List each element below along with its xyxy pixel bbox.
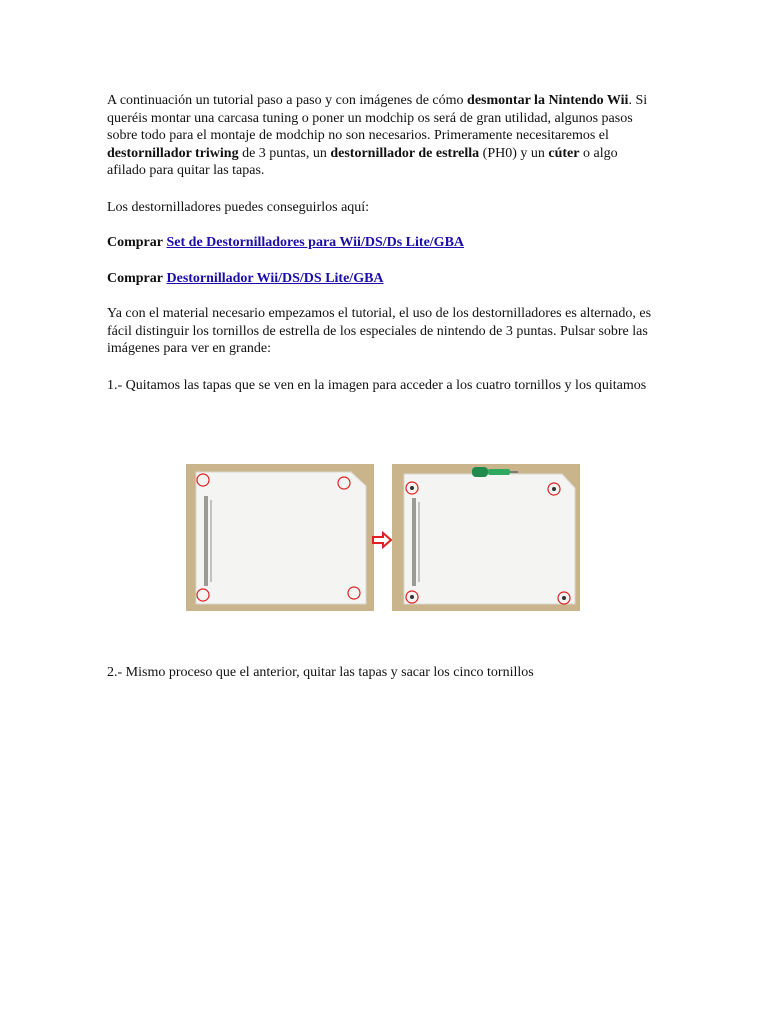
right-arrow-icon bbox=[372, 530, 392, 550]
intro-bold-1: desmontar la Nintendo Wii bbox=[467, 93, 629, 108]
buy-link-paragraph-2 bbox=[107, 270, 655, 288]
buy-prefix-1: Comprar bbox=[107, 235, 163, 250]
buy-prefix-2: Comprar bbox=[107, 271, 163, 286]
intro-text-1: A continuación un tutorial paso a paso y con imágenes de cómo bbox=[107, 93, 468, 108]
step-2-paragraph: 2.- Mismo proceso que el anterior, quitar las tapas y sacar los cinco tornillos bbox=[107, 665, 534, 680]
console-covers-illustration bbox=[186, 464, 374, 611]
console-covers-photo[interactable] bbox=[186, 464, 374, 611]
intro-bold-4: cúter bbox=[548, 145, 580, 161]
console-screws-illustration bbox=[392, 464, 580, 611]
intro-text-2: . Si queréis montar una carcasa tuning o poner un modchip os será de gran utilidad, algunos pasos sobre todo para el montaje de modchip no son necesarios. Primeramente necesitaremos el bbox=[107, 93, 648, 143]
intro-text-4: (PH0) y un bbox=[479, 145, 549, 161]
buy-link-paragraph-1 bbox=[107, 234, 655, 252]
screwdriver-single-link[interactable]: Destornillador Wii/DS/DS Lite/GBA bbox=[166, 271, 384, 286]
material-paragraph: Ya con el material necesario empezamos el tutorial, el uso de los destornilladores es alternado, es fácil distinguir los tornillos de estrella de los especiales de nintendo de 3 puntas. Pulsar sobre las imágenes para ver en grande: bbox=[107, 306, 652, 356]
intro-text-5: o algo afilado para quitar las tapas. bbox=[107, 145, 618, 178]
step-1-paragraph: 1.- Quitamos las tapas que se ven en la imagen para acceder a los cuatro tornillos y los quitamos bbox=[107, 378, 647, 393]
intro-bold-2: destornillador triwing bbox=[107, 145, 239, 161]
intro-paragraph bbox=[107, 92, 655, 180]
where-to-buy-paragraph: Los destornilladores puedes conseguirlos aquí: bbox=[107, 200, 370, 215]
intro-text-3: de 3 puntas, un bbox=[238, 145, 331, 161]
screwdriver-set-link[interactable]: Set de Destornilladores para Wii/DS/Ds Lite/GBA bbox=[166, 235, 465, 250]
console-screws-photo[interactable] bbox=[392, 464, 580, 611]
intro-bold-3: destornillador de estrella bbox=[330, 145, 480, 161]
